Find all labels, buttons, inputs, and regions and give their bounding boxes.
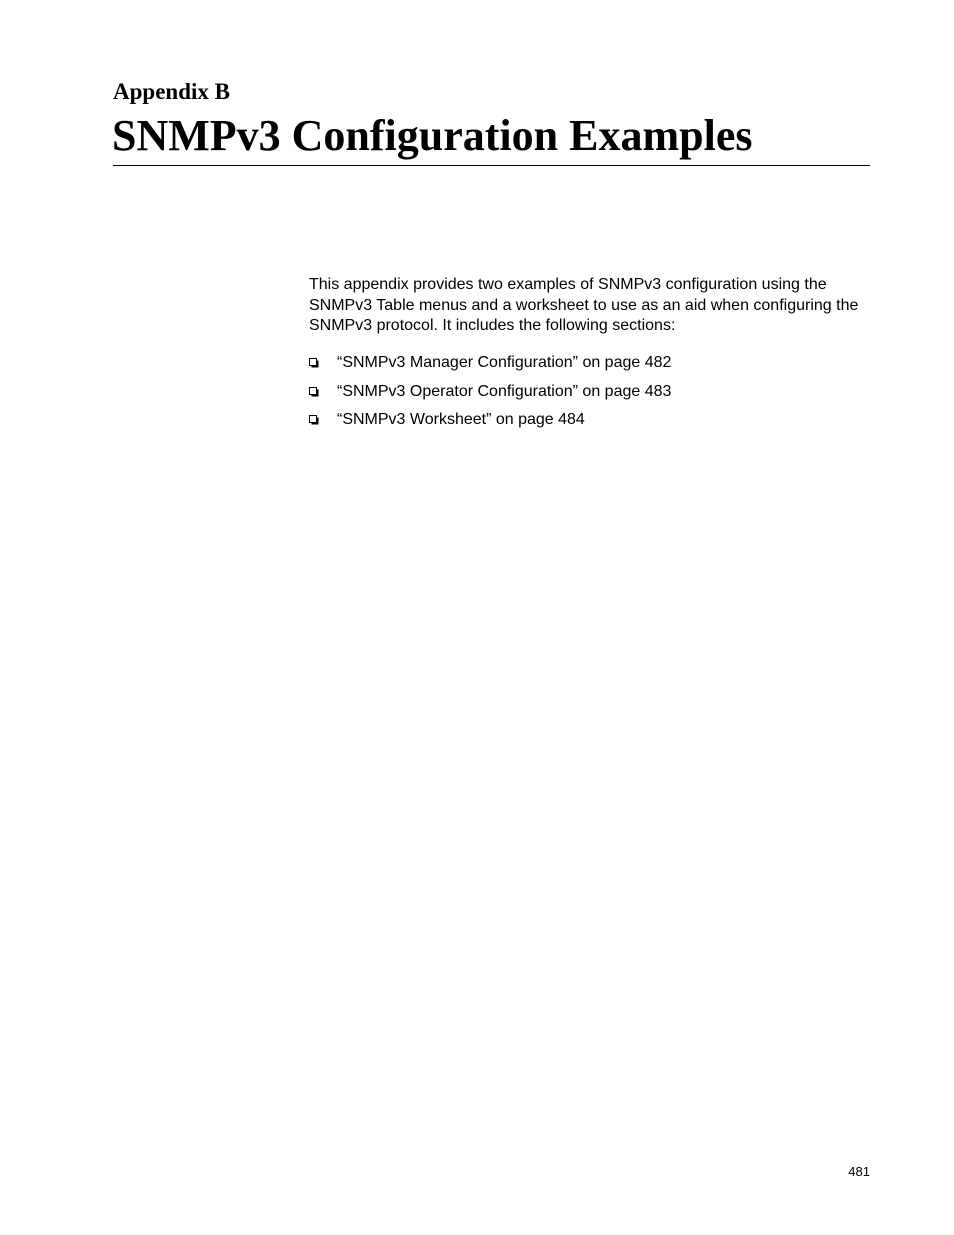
appendix-label: Appendix B (113, 79, 230, 104)
section-list-item (309, 353, 869, 373)
section-link-operator-configuration[interactable]: “SNMPv3 Operator Configuration” on page 483 (337, 382, 672, 400)
section-list-item (309, 410, 869, 430)
page-number: 481 (848, 1164, 870, 1179)
section-link-manager-configuration[interactable]: “SNMPv3 Manager Configuration” on page 482 (337, 354, 672, 371)
title-divider (113, 165, 870, 166)
section-list (309, 353, 869, 439)
checkbox-bullet-icon (309, 358, 319, 368)
section-link-worksheet[interactable]: “SNMPv3 Worksheet” on page 484 (337, 411, 585, 428)
chapter-title: SNMPv3 Configuration Examples (112, 111, 753, 160)
section-list-item (309, 382, 869, 402)
checkbox-bullet-icon (309, 415, 319, 425)
intro-paragraph: This appendix provides two examples of SNMPv3 configuration using the SNMPv3 Table menus and a worksheet to use as an aid when configuring the SNMPv3 protocol. It includes the following sections: (309, 276, 859, 334)
checkbox-bullet-icon (309, 387, 319, 397)
